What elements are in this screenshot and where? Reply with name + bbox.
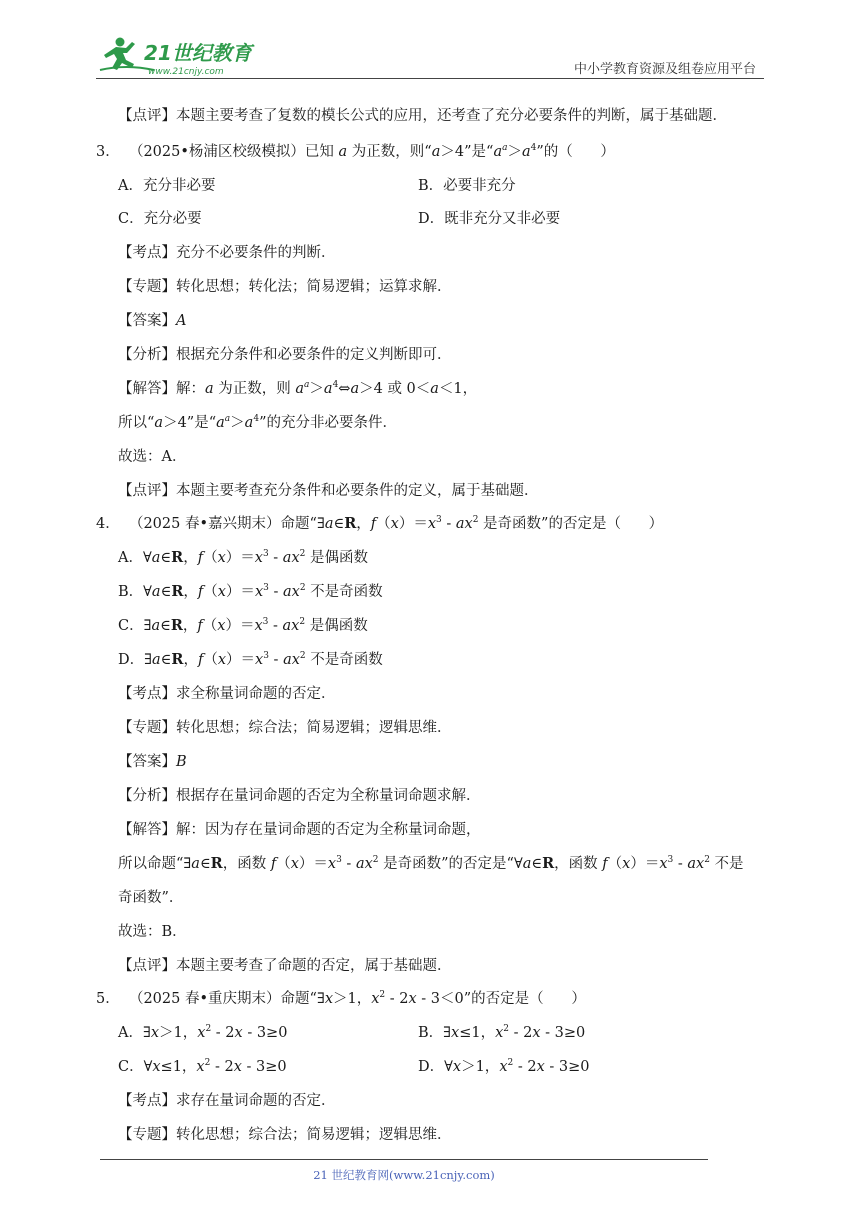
q3-analysis: 【分析】根据充分条件和必要条件的定义判断即可．: [118, 347, 452, 363]
q4-option-c: C．∃a∈R，$f(x)=x^3 - ax^2$ 是偶函数: [118, 617, 368, 634]
q4-solution-line2: 所以命题“∃a∈R，函数 $f(x)=x^3 - ax^2$ 是奇函数”的否定是“∀a∈R，函数 $f(x)=x^3 - ax^2$ 不是: [118, 855, 744, 872]
question-3-stem: 3． （2025•杨浦区校级模拟）已知 a 为正数，则“a＞4”是“$a^a>a^4$”的（ ）: [96, 143, 615, 160]
platform-name: 中小学教育资源及组卷应用平台: [573, 62, 756, 77]
q5-zhuanti: 【专题】转化思想；综合法；简易逻辑；逻辑思维．: [118, 1127, 452, 1143]
svg-text:www.21cnjy.com: www.21cnjy.com: [148, 67, 224, 77]
q2-review: 【点评】本题主要考查了复数的模长公式的应用，还考查了充分必要条件的判断，属于基础题．: [118, 108, 727, 124]
q5-option-b: B．∃x≤1，$x^2 - 2x - 3\ge 0$: [418, 1024, 586, 1041]
q3-zhuanti: 【专题】转化思想；转化法；简易逻辑；运算求解．: [118, 279, 452, 295]
q4-review: 【点评】本题主要考查了命题的否定，属于基础题．: [118, 958, 452, 974]
footer-link[interactable]: 21 世纪教育网(www.21cnjy.com): [313, 1168, 495, 1182]
q4-kaodian: 【考点】求全称量词命题的否定．: [118, 686, 336, 702]
q3-option-a: A．充分非必要: [118, 178, 216, 194]
runner-icon: [104, 38, 135, 71]
q4-solution: 【解答】解：因为存在量词命题的否定为全称量词命题，: [118, 822, 481, 838]
q5-option-c: C．∀x≤1，$x^2 - 2x - 3\ge 0$: [118, 1058, 287, 1075]
q3-solution: 【解答】解：a 为正数，则 $a^a>a^4\Leftrightarrow a>4$ 或 0＜a＜1，: [118, 380, 478, 397]
q5-kaodian: 【考点】求存在量词命题的否定．: [118, 1093, 336, 1109]
header-divider: [96, 78, 764, 79]
q3-review: 【点评】本题主要考查充分条件和必要条件的定义，属于基础题．: [118, 483, 539, 499]
q4-analysis: 【分析】根据存在量词命题的否定为全称量词命题求解．: [118, 788, 481, 804]
q3-answer: 【答案】A: [118, 313, 187, 329]
site-logo: [96, 34, 266, 78]
q3-option-c: C．充分必要: [118, 211, 202, 227]
q4-option-a: A．∀a∈R，$f(x)=x^3 - ax^2$ 是偶函数: [118, 549, 368, 566]
page-header: [96, 30, 764, 80]
q4-choice: 故选：B．: [118, 924, 187, 940]
question-4-stem: 4． （2025 春•嘉兴期末）命题“∃a∈R，$f(x)=x^3 - ax^2$ 是奇函数”的否定是（ ）: [96, 515, 664, 532]
q3-option-b: B．必要非充分: [418, 178, 516, 194]
q4-option-d: D．∃a∈R，$f(x)=x^3 - ax^2$ 不是奇函数: [118, 651, 383, 668]
q4-solution-line3: 奇函数”．: [118, 890, 184, 906]
q4-zhuanti: 【专题】转化思想；综合法；简易逻辑；逻辑思维．: [118, 720, 452, 736]
q3-solution-line2: 所以“a＞4”是“$a^a>a^4$”的充分非必要条件．: [118, 414, 397, 431]
q4-answer: 【答案】B: [118, 754, 187, 770]
q4-option-b: B．∀a∈R，$f(x)=x^3 - ax^2$ 不是奇函数: [118, 583, 383, 600]
q5-option-d: D．∀x＞1，$x^2 - 2x - 3\ge 0$: [418, 1058, 590, 1075]
q3-option-d: D．既非充分又非必要: [418, 211, 561, 227]
question-5-stem: 5． （2025 春•重庆期末）命题“∃x＞1，$x^2 - 2x - 3<0$”的否定是（ ）: [96, 990, 586, 1007]
q5-option-a: A．∃x＞1，$x^2 - 2x - 3\ge 0$: [118, 1024, 288, 1041]
footer-divider: [100, 1159, 708, 1160]
q3-kaodian: 【考点】充分不必要条件的判断．: [118, 245, 336, 261]
svg-text:21世纪教育: 21世纪教育: [144, 41, 252, 65]
q3-choice: 故选：A．: [118, 449, 187, 465]
